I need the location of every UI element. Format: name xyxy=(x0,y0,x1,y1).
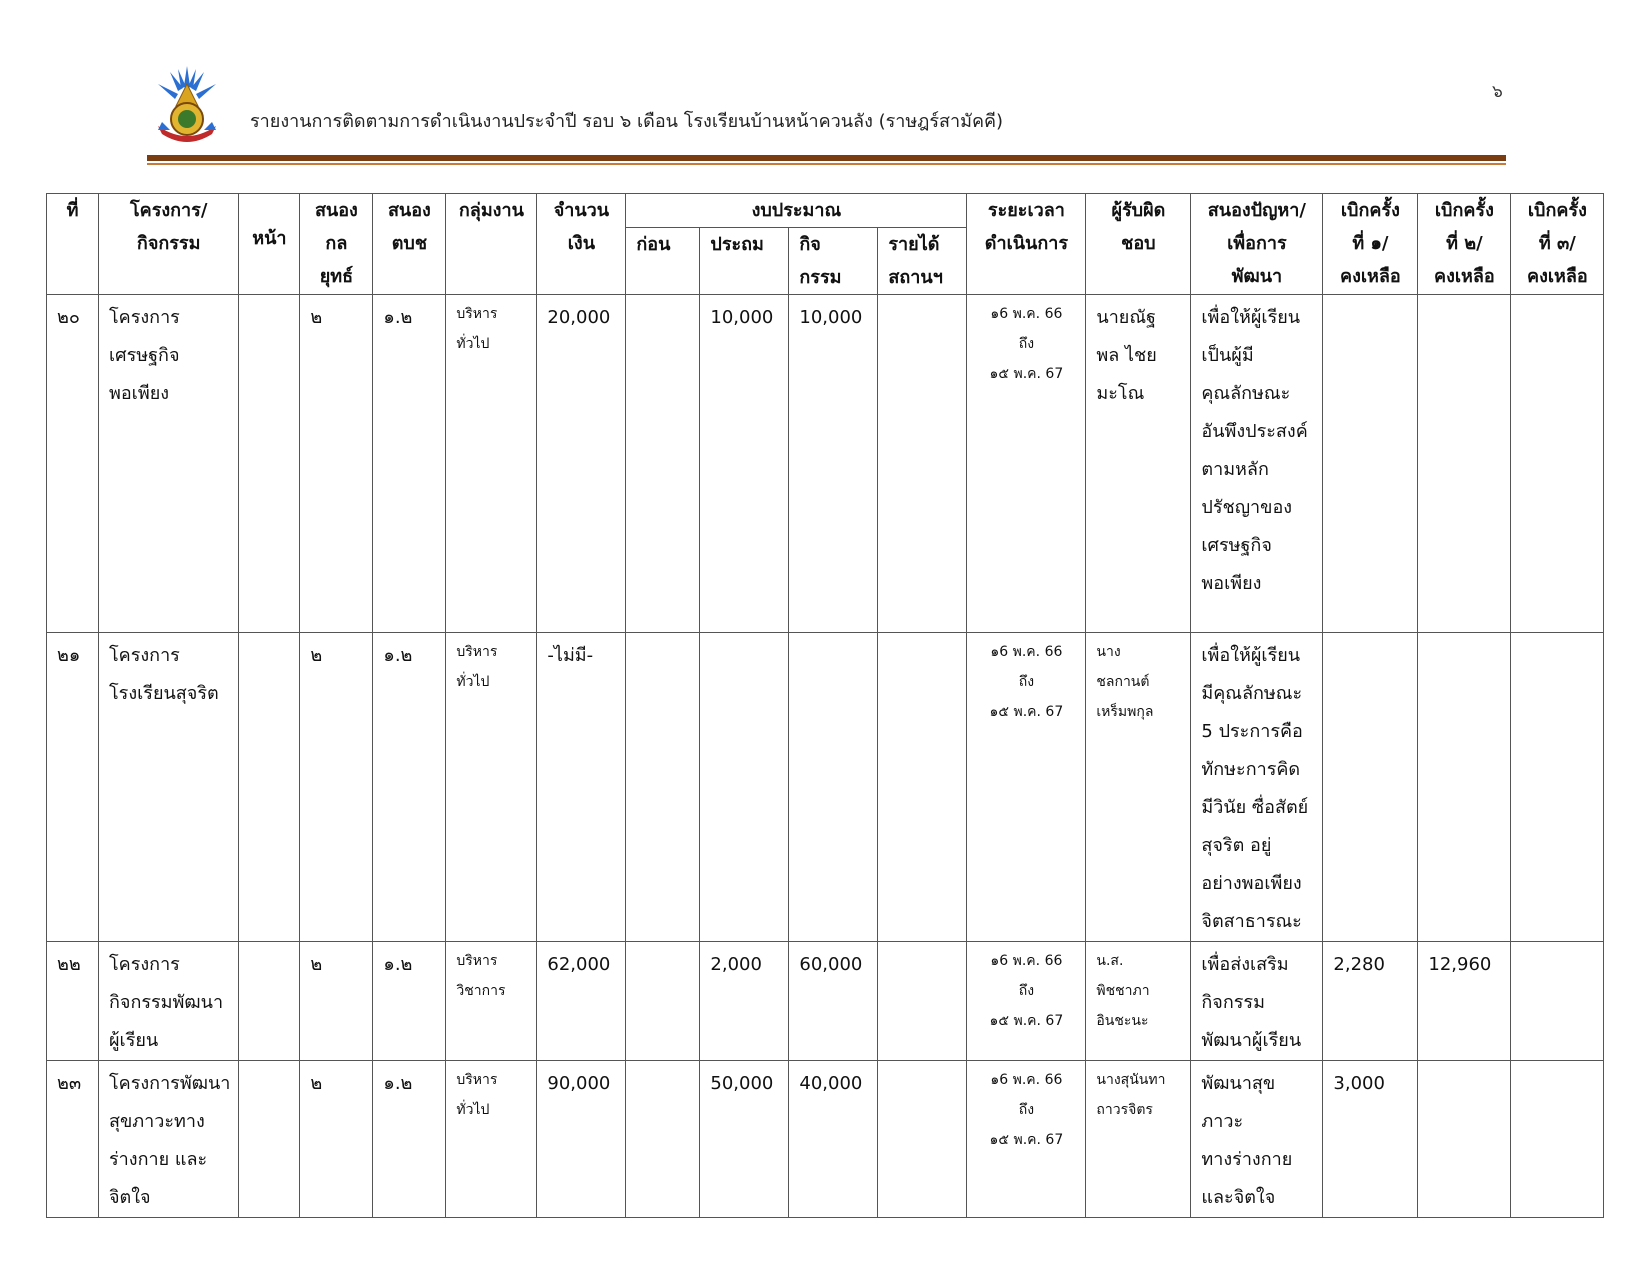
cell-workgroup: บริหาร ทั่วไป xyxy=(446,1061,537,1218)
cell-budget-activity: 40,000 xyxy=(789,1061,878,1218)
cell-draw2 xyxy=(1418,1061,1511,1218)
header-strategy: สนอง กล ยุทธ์ xyxy=(300,194,373,295)
header-workgroup: กลุ่มงาน xyxy=(446,194,537,295)
cell-workgroup: บริหาร ทั่วไป xyxy=(446,633,537,942)
header-rule xyxy=(147,155,1506,161)
cell-strategy: ๒ xyxy=(300,942,373,1061)
cell-responsible: น.ส. พิชชาภา อินชะนะ xyxy=(1086,942,1191,1061)
cell-page xyxy=(239,1061,300,1218)
cell-responsible: นาง ชลกานต์ เหร็มพกุล xyxy=(1086,633,1191,942)
document-title: รายงานการติดตามการดำเนินงานประจำปี รอบ ๖ เดือน โรงเรียนบ้านหน้าควนลัง (ราษฎร์สามัคคี) xyxy=(250,111,1004,132)
header-budget: งบประมาณ xyxy=(626,194,967,228)
cell-indicator: ๑.๒ xyxy=(373,1061,446,1218)
cell-indicator: ๑.๒ xyxy=(373,633,446,942)
cell-draw2 xyxy=(1418,295,1511,633)
table-row xyxy=(47,942,1604,1061)
cell-no: ๒๑ xyxy=(47,633,99,942)
cell-draw2 xyxy=(1418,633,1511,942)
cell-draw3 xyxy=(1511,1061,1604,1218)
cell-period: ๑6 พ.ค. 66 ถึง ๑๕ พ.ค. 67 xyxy=(967,1061,1086,1218)
table-row xyxy=(47,295,1604,633)
cell-page xyxy=(239,633,300,942)
cell-workgroup: บริหาร วิชาการ xyxy=(446,942,537,1061)
cell-amount: 20,000 xyxy=(537,295,626,633)
cell-strategy: ๒ xyxy=(300,633,373,942)
cell-page xyxy=(239,942,300,1061)
header-amount: จำนวน เงิน xyxy=(537,194,626,295)
cell-indicator: ๑.๒ xyxy=(373,942,446,1061)
cell-project: โครงการ เศรษฐกิจ พอเพียง xyxy=(99,295,239,633)
cell-project: โครงการ โรงเรียนสุจริต xyxy=(99,633,239,942)
cell-budget-activity xyxy=(789,633,878,942)
header-responsible: ผู้รับผิด ชอบ xyxy=(1086,194,1191,295)
cell-budget-prev xyxy=(626,1061,700,1218)
header-budget-prev: ก่อน xyxy=(626,228,700,295)
cell-budget-est: 50,000 xyxy=(700,1061,789,1218)
cell-period: ๑6 พ.ค. 66 ถึง ๑๕ พ.ค. 67 xyxy=(967,633,1086,942)
cell-amount: -ไม่มี- xyxy=(537,633,626,942)
cell-response: พัฒนาสุข ภาวะ ทางร่างกาย และจิตใจ xyxy=(1191,1061,1323,1218)
header-page: หน้า xyxy=(239,194,300,295)
header-rule-thin xyxy=(147,163,1506,165)
header-draw3: เบิกครั้ง ที่ ๓/ คงเหลือ xyxy=(1511,194,1604,295)
cell-draw2: 12,960 xyxy=(1418,942,1511,1061)
cell-budget-prev xyxy=(626,295,700,633)
cell-budget-activity: 60,000 xyxy=(789,942,878,1061)
header-budget-income: รายได้ สถานฯ xyxy=(878,228,967,295)
cell-response: เพื่อให้ผู้เรียน มีคุณลักษณะ 5 ประการคือ ทักษะการคิด มีวินัย ซื่อสัตย์ สุจริต อยู่ อย่างพอเพียง จิตสาธารณะ xyxy=(1191,633,1323,942)
header-draw2: เบิกครั้ง ที่ ๒/ คงเหลือ xyxy=(1418,194,1511,295)
cell-budget-prev xyxy=(626,942,700,1061)
header-period: ระยะเวลา ดำเนินการ xyxy=(967,194,1086,295)
cell-amount: 90,000 xyxy=(537,1061,626,1218)
cell-no: ๒๓ xyxy=(47,1061,99,1218)
header-no: ที่ xyxy=(47,194,99,295)
header-response: สนองปัญหา/ เพื่อการ พัฒนา xyxy=(1191,194,1323,295)
cell-response: เพื่อให้ผู้เรียน เป็นผู้มี คุณลักษณะ อันพึงประสงค์ ตามหลัก ปรัชญาของ เศรษฐกิจ พอเพียง xyxy=(1191,295,1323,633)
cell-project: โครงการ กิจกรรมพัฒนา ผู้เรียน xyxy=(99,942,239,1061)
cell-draw1 xyxy=(1323,633,1418,942)
header-project: โครงการ/ กิจกรรม xyxy=(99,194,239,295)
cell-workgroup: บริหาร ทั่วไป xyxy=(446,295,537,633)
cell-amount: 62,000 xyxy=(537,942,626,1061)
cell-draw1 xyxy=(1323,295,1418,633)
cell-budget-prev xyxy=(626,633,700,942)
cell-draw3 xyxy=(1511,295,1604,633)
page-number: ๖ xyxy=(1492,82,1503,102)
cell-budget-income xyxy=(878,633,967,942)
cell-strategy: ๒ xyxy=(300,1061,373,1218)
cell-responsible: นางสุนันทา ถาวรจิตร xyxy=(1086,1061,1191,1218)
table-row xyxy=(47,633,1604,942)
cell-draw3 xyxy=(1511,633,1604,942)
cell-no: ๒๒ xyxy=(47,942,99,1061)
project-table xyxy=(46,193,1604,1218)
cell-strategy: ๒ xyxy=(300,295,373,633)
cell-page xyxy=(239,295,300,633)
cell-budget-est: 10,000 xyxy=(700,295,789,633)
cell-budget-income xyxy=(878,942,967,1061)
cell-budget-income xyxy=(878,1061,967,1218)
table-row xyxy=(47,1061,1604,1218)
cell-responsible: นายณัฐ พล ไชย มะโณ xyxy=(1086,295,1191,633)
cell-budget-activity: 10,000 xyxy=(789,295,878,633)
header-draw1: เบิกครั้ง ที่ ๑/ คงเหลือ xyxy=(1323,194,1418,295)
cell-budget-est xyxy=(700,633,789,942)
cell-draw3 xyxy=(1511,942,1604,1061)
cell-draw1: 2,280 xyxy=(1323,942,1418,1061)
cell-period: ๑6 พ.ค. 66 ถึง ๑๕ พ.ค. 67 xyxy=(967,295,1086,633)
cell-indicator: ๑.๒ xyxy=(373,295,446,633)
school-logo xyxy=(150,64,224,146)
cell-budget-income xyxy=(878,295,967,633)
header-indicator: สนอง ตบช xyxy=(373,194,446,295)
cell-period: ๑6 พ.ค. 66 ถึง ๑๕ พ.ค. 67 xyxy=(967,942,1086,1061)
cell-project: โครงการพัฒนา สุขภาวะทาง ร่างกาย และ จิตใจ xyxy=(99,1061,239,1218)
cell-budget-est: 2,000 xyxy=(700,942,789,1061)
cell-response: เพื่อส่งเสริม กิจกรรม พัฒนาผู้เรียน xyxy=(1191,942,1323,1061)
cell-no: ๒๐ xyxy=(47,295,99,633)
cell-draw1: 3,000 xyxy=(1323,1061,1418,1218)
header-budget-activity: กิจ กรรม xyxy=(789,228,878,295)
header-budget-est: ประถม xyxy=(700,228,789,295)
